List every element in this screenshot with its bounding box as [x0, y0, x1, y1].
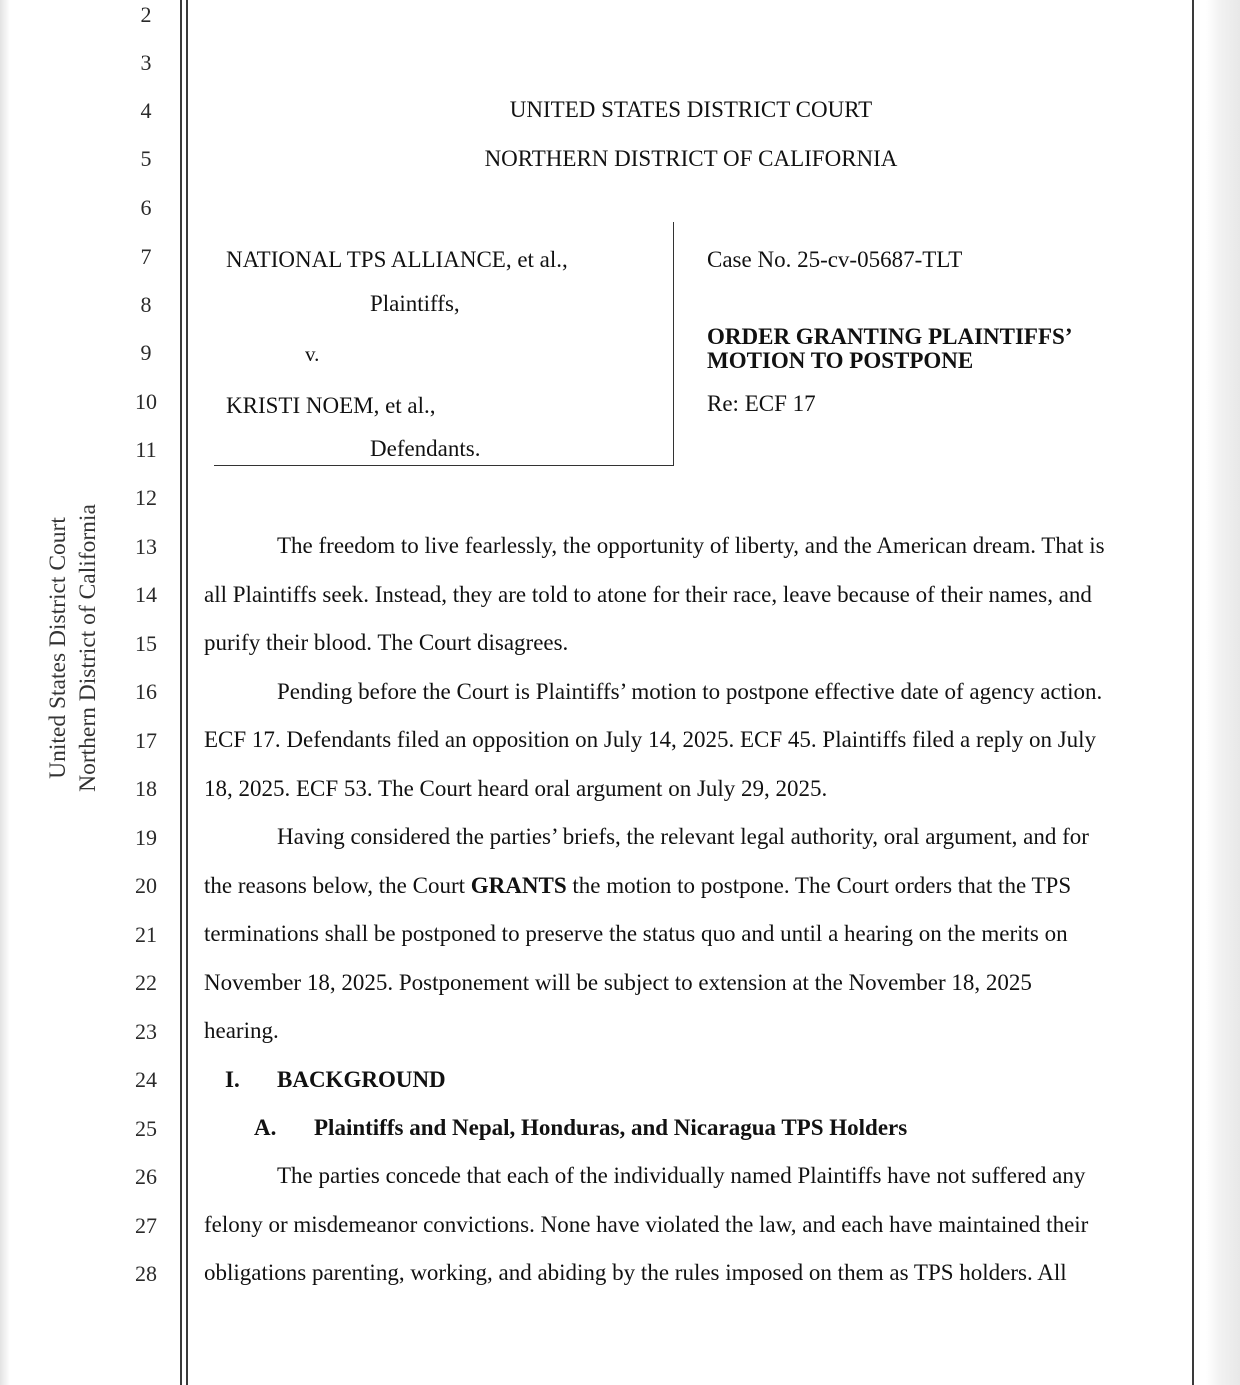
line-number: 18 — [135, 776, 157, 801]
caption-divider-vertical — [673, 222, 674, 466]
line-number: 2 — [140, 2, 152, 27]
line-number: 15 — [135, 631, 157, 656]
body-line-28: obligations parenting, working, and abiding by the rules imposed on them as TPS holders. All — [204, 1260, 1067, 1285]
body-line-15: purify their blood. The Court disagrees. — [204, 630, 569, 655]
sidebar-court: United States District Court — [45, 517, 71, 779]
body-line-20-pre: the reasons below, the Court — [204, 873, 471, 898]
order-title-line1: ORDER GRANTING PLAINTIFFS’ — [707, 324, 1073, 349]
line-number: 11 — [135, 437, 157, 462]
line-number: 25 — [135, 1116, 157, 1141]
re-ecf: Re: ECF 17 — [707, 391, 816, 416]
line-number: 3 — [140, 50, 152, 75]
line-number: 28 — [135, 1261, 157, 1286]
line-number: 22 — [135, 970, 157, 995]
body-line-27: felony or misdemeanor convictions. None have violated the law, and each have maintained their — [204, 1212, 1089, 1237]
line-number: 20 — [135, 873, 157, 898]
section-number: I. — [225, 1067, 240, 1092]
line-number: 10 — [135, 389, 157, 414]
line-number: 4 — [140, 98, 152, 123]
line-number: 5 — [140, 146, 152, 171]
body-line-19: Having considered the parties’ briefs, the relevant legal authority, oral argument, and for — [277, 824, 1089, 849]
line-number: 9 — [140, 340, 152, 365]
line-number: 19 — [135, 825, 157, 850]
margin-rule-left-1 — [180, 0, 182, 1385]
body-line-21: terminations shall be postponed to preserve the status quo and until a hearing on the merits on — [204, 921, 1068, 946]
body-line-26: The parties concede that each of the individually named Plaintiffs have not suffered any — [277, 1163, 1086, 1188]
body-line-18: 18, 2025. ECF 53. The Court heard oral argument on July 29, 2025. — [204, 776, 828, 801]
court-district: NORTHERN DISTRICT OF CALIFORNIA — [484, 146, 898, 171]
defendant-name: KRISTI NOEM, et al., — [226, 393, 436, 418]
court-name: UNITED STATES DISTRICT COURT — [509, 97, 873, 122]
line-number: 12 — [135, 485, 157, 510]
case-number: Case No. 25-cv-05687-TLT — [707, 247, 963, 272]
body-line-22: November 18, 2025. Postponement will be subject to extension at the November 18, 2025 — [204, 970, 1032, 995]
margin-rule-left-2 — [186, 0, 188, 1385]
line-number: 26 — [135, 1164, 157, 1189]
body-line-17: ECF 17. Defendants filed an opposition on July 14, 2025. ECF 45. Plaintiffs filed a reply on July — [204, 727, 1097, 752]
line-number: 13 — [135, 534, 157, 559]
body-line-16: Pending before the Court is Plaintiffs’ motion to postpone effective date of agency action. — [277, 679, 1103, 704]
line-number: 23 — [135, 1019, 157, 1044]
body-line-13: The freedom to live fearlessly, the opportunity of liberty, and the American dream. That is — [277, 533, 1105, 558]
body-line-23: hearing. — [204, 1018, 279, 1043]
margin-rule-right — [1192, 0, 1194, 1385]
line-number: 16 — [135, 679, 157, 704]
versus: v. — [305, 342, 320, 366]
line-number: 7 — [140, 244, 152, 269]
plaintiff-role: Plaintiffs, — [370, 291, 460, 316]
court-sidebar — [43, 504, 103, 792]
section-heading: BACKGROUND — [277, 1067, 446, 1092]
line-number: 21 — [135, 922, 157, 947]
body-line-20-post: the motion to postpone. The Court orders that the TPS — [566, 873, 1072, 898]
sidebar-district: Northern District of California — [75, 504, 101, 792]
line-number: 24 — [135, 1067, 157, 1092]
subsection-number: A. — [254, 1115, 277, 1140]
grants-emphasis: GRANTS — [470, 873, 567, 898]
line-number: 14 — [135, 582, 157, 607]
page-edge-shadow-right — [1206, 0, 1240, 1385]
line-number: 6 — [140, 195, 152, 220]
line-number: 17 — [135, 728, 157, 753]
body-line-20 — [204, 874, 1071, 898]
defendant-role: Defendants. — [370, 436, 481, 461]
plaintiff-name: NATIONAL TPS ALLIANCE, et al., — [226, 247, 568, 272]
caption-divider-horizontal — [214, 465, 674, 466]
line-number: 8 — [140, 292, 152, 317]
page-edge-shadow-left — [0, 0, 10, 1385]
subsection-heading: Plaintiffs and Nepal, Honduras, and Nicaragua TPS Holders — [314, 1115, 908, 1140]
body-line-14: all Plaintiffs seek. Instead, they are told to atone for their race, leave because of their names, and — [204, 582, 1092, 607]
order-title-line2: MOTION TO POSTPONE — [707, 348, 974, 373]
line-number: 27 — [135, 1213, 157, 1238]
